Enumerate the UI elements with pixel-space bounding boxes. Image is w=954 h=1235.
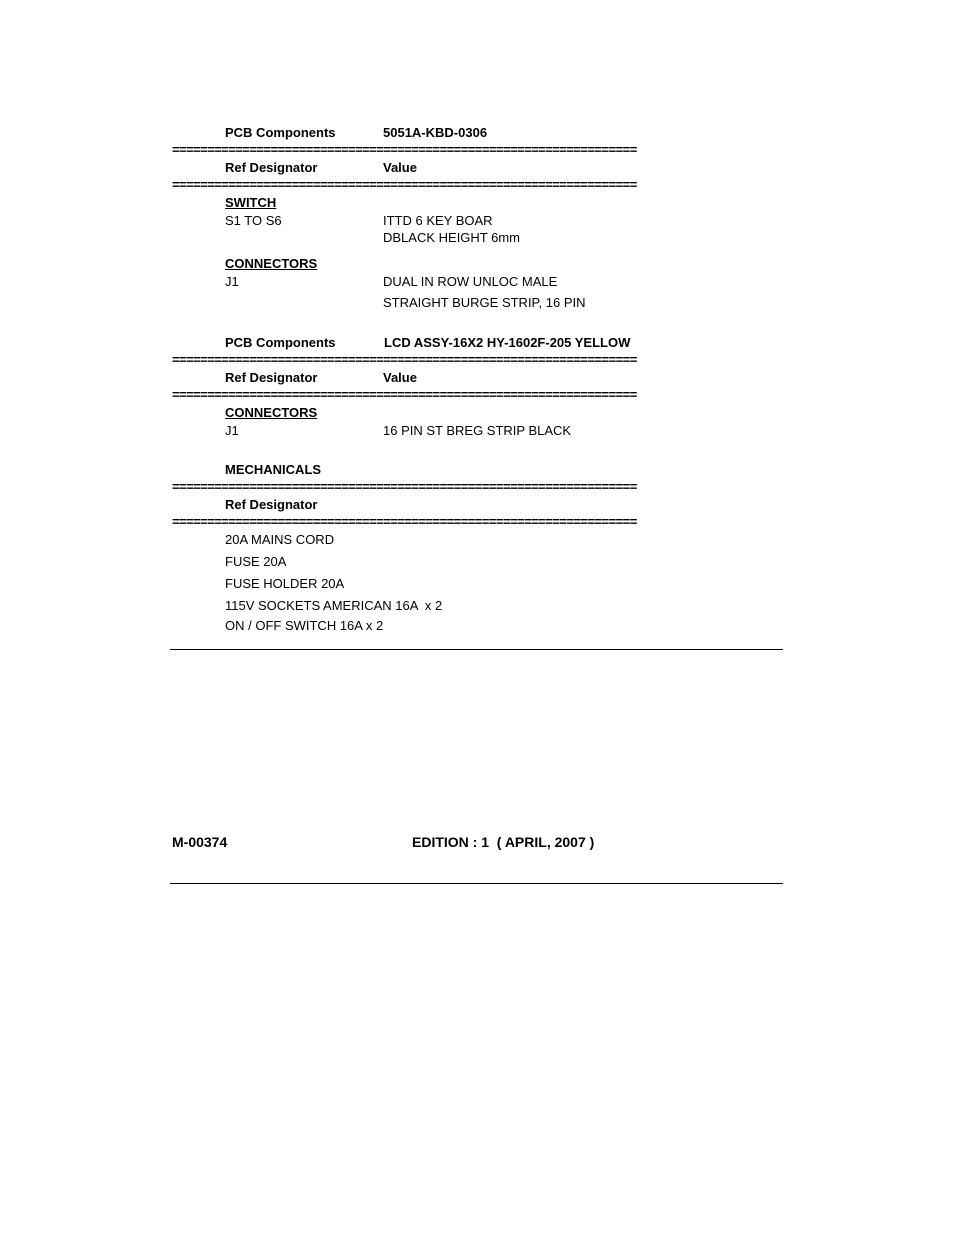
section3-col-ref: Ref Designator: [225, 497, 318, 512]
mechanical-item: FUSE HOLDER 20A: [225, 576, 345, 591]
section1-switch-ref: S1 TO S6: [225, 213, 282, 228]
mechanical-item: 115V SOCKETS AMERICAN 16A x 2: [225, 598, 443, 613]
doc-number: M-00374: [172, 834, 228, 850]
section2-connector-value: 16 PIN ST BREG STRIP BLACK: [383, 423, 572, 438]
mechanical-item: FUSE 20A: [225, 554, 287, 569]
section2-col-ref: Ref Designator: [225, 370, 318, 385]
section1-col-ref: Ref Designator: [225, 160, 318, 175]
separator: ==================================================================: [172, 145, 637, 155]
section2-group-connectors-title: CONNECTORS: [225, 405, 318, 420]
section1-switch-value-line1: ITTD 6 KEY BOAR: [383, 213, 493, 228]
mechanical-item: 20A MAINS CORD: [225, 532, 335, 547]
section1-switch-value-line2: DBLACK HEIGHT 6mm: [383, 230, 521, 245]
section3-title: MECHANICALS: [225, 462, 322, 477]
section1-header-value: 5051A-KBD-0306: [383, 125, 488, 140]
content-end-rule: [170, 649, 783, 650]
section1-group-connectors-title: CONNECTORS: [225, 256, 318, 271]
mechanical-item: ON / OFF SWITCH 16A x 2: [225, 618, 384, 633]
section1-connector-value-line2: STRAIGHT BURGE STRIP, 16 PIN: [383, 295, 586, 310]
section1-col-value: Value: [383, 160, 417, 175]
separator: ==================================================================: [172, 180, 637, 190]
section2-connector-ref: J1: [225, 423, 239, 438]
separator: ==================================================================: [172, 390, 637, 400]
section2-header-label: PCB Components: [225, 335, 336, 350]
section1-header-label: PCB Components: [225, 125, 336, 140]
section1-connector-ref: J1: [225, 274, 239, 289]
separator: ==================================================================: [172, 482, 637, 492]
section2-header-value: LCD ASSY-16X2 HY-1602F-205 YELLOW: [384, 335, 631, 350]
separator: ==================================================================: [172, 355, 637, 365]
footer-rule: [170, 883, 783, 884]
section1-connector-value-line1: DUAL IN ROW UNLOC MALE: [383, 274, 558, 289]
section1-group-switch-title: SWITCH: [225, 195, 277, 210]
section2-col-value: Value: [383, 370, 417, 385]
edition-label: EDITION : 1 ( APRIL, 2007 ): [412, 834, 595, 850]
separator: ==================================================================: [172, 517, 637, 527]
